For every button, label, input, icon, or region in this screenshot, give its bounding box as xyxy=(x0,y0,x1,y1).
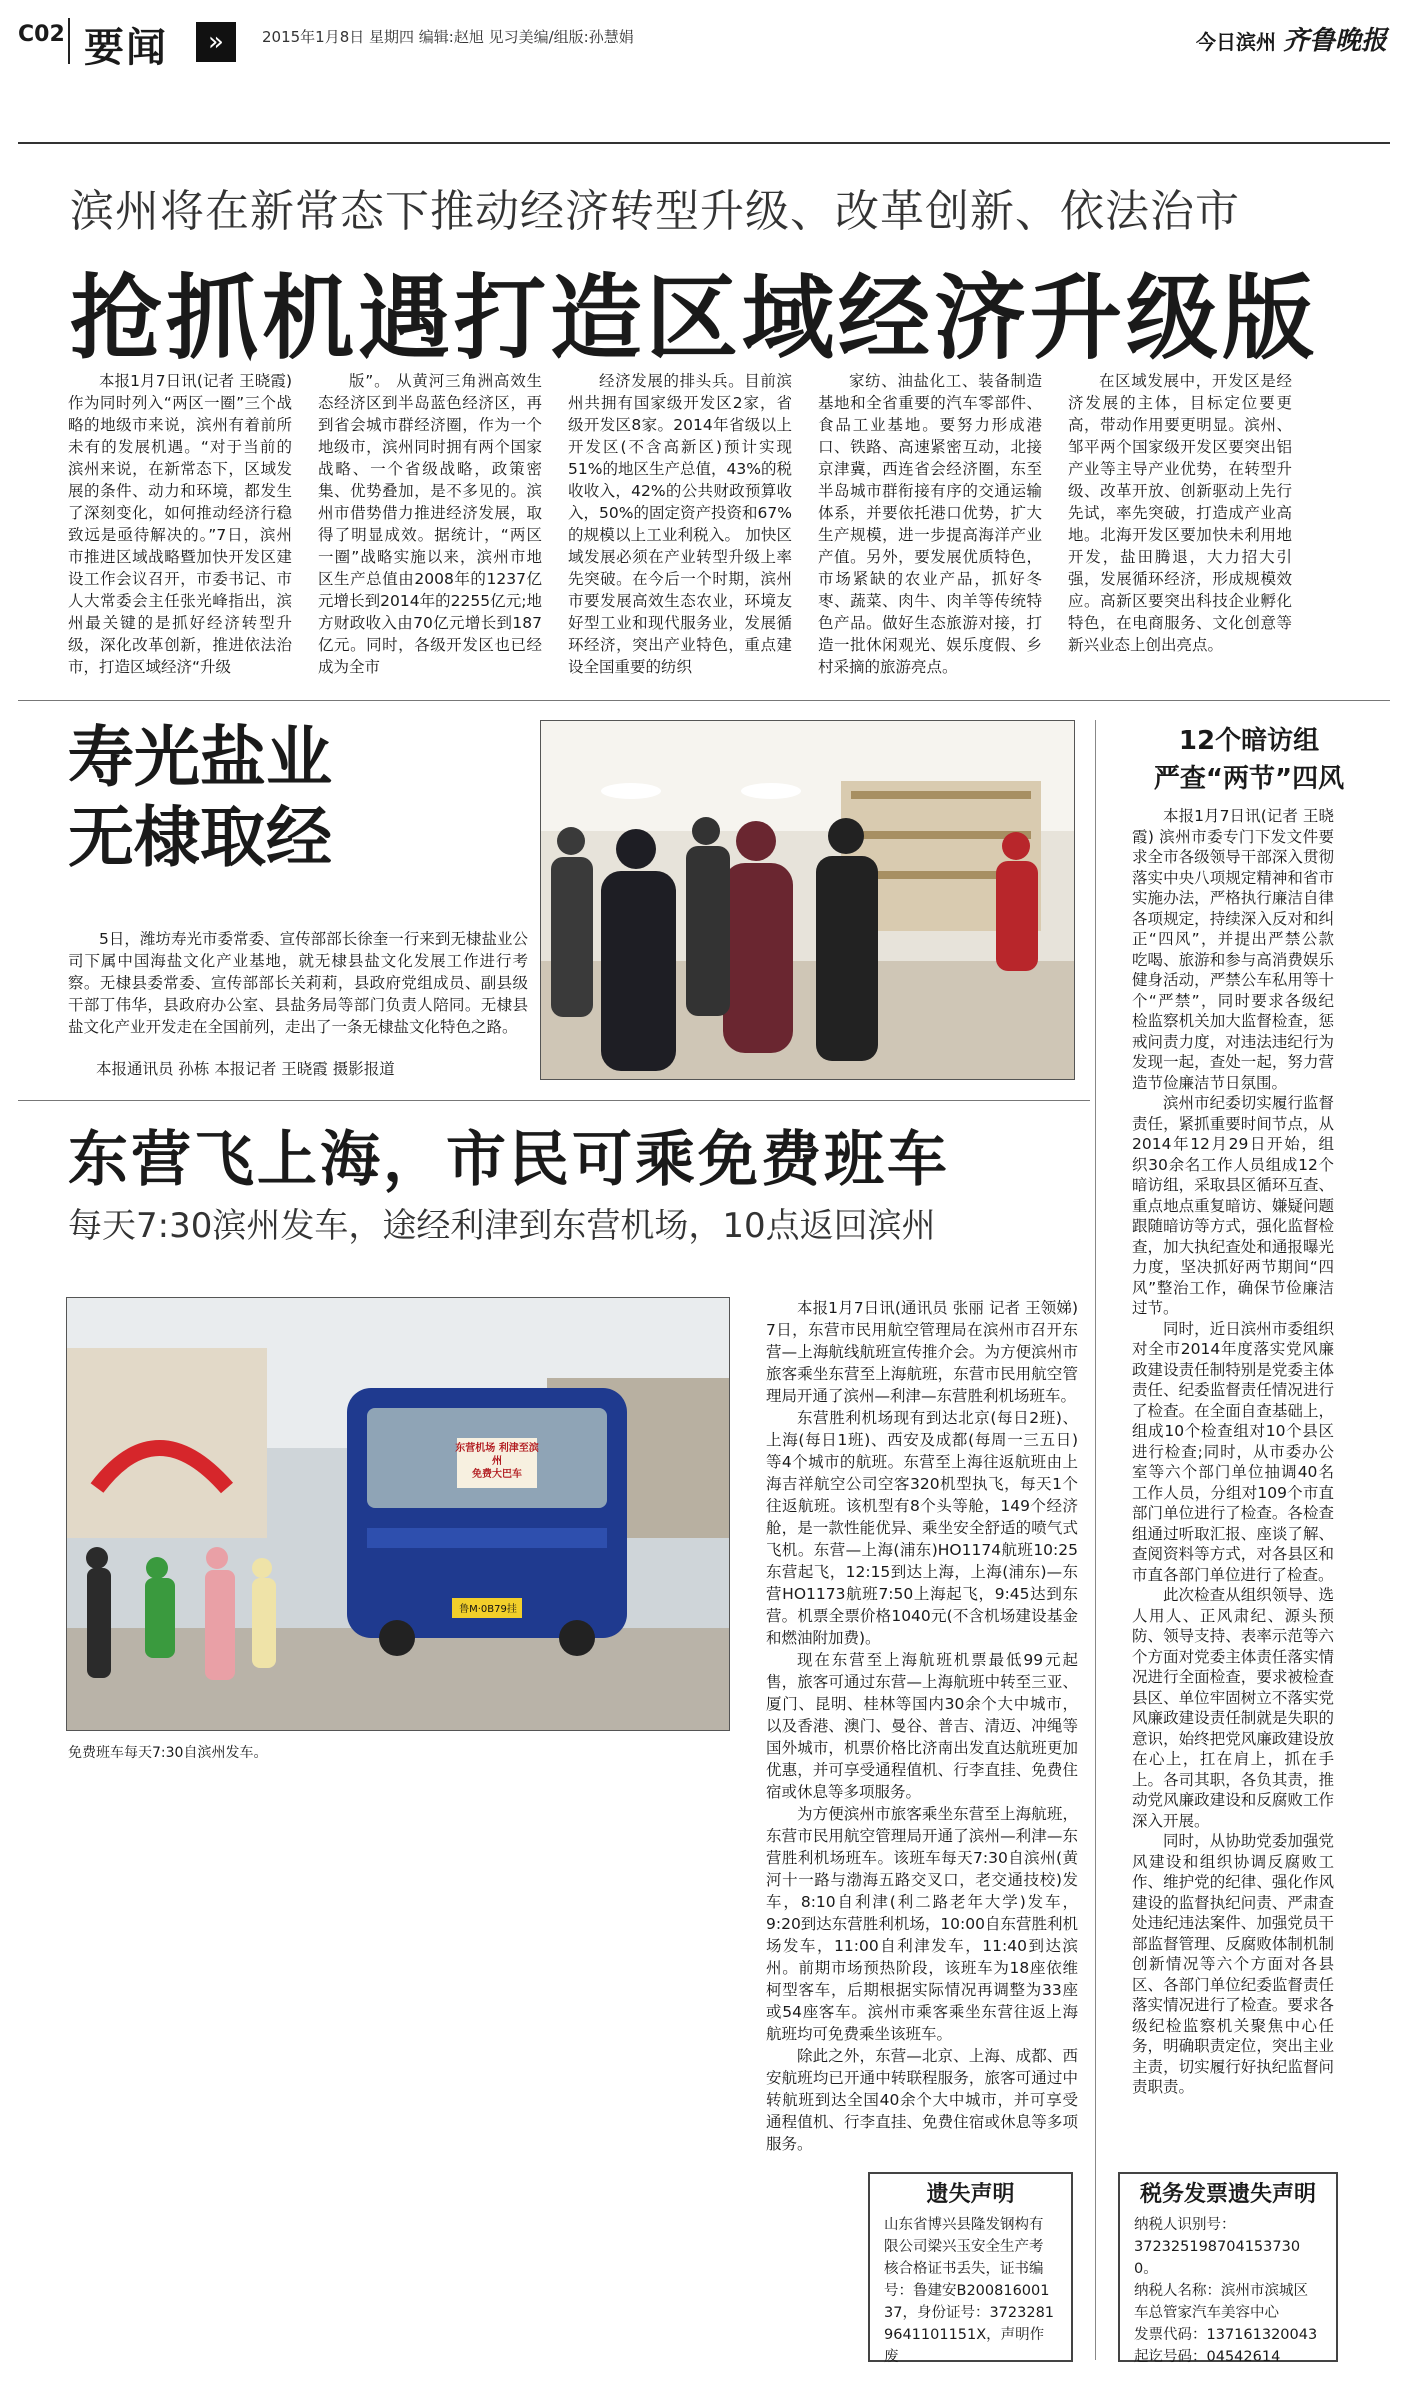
issue-meta: 2015年1月8日 星期四 编辑:赵旭 见习美编/组版:孙慧娟 xyxy=(262,28,634,46)
lead-headline: 抢抓机遇打造区域经济升级版 xyxy=(70,265,1319,372)
lead-paragraph: 家纺、油盐化工、装备制造基地和全省重要的汽车零部件、食品工业基地。要努力形成港口、铁路、高速紧密互动，北接京津冀，西连省会经济圈，东至半岛城市群衔接有序的交通运输体系，并要依托港口优势，扩大生产规模，进一步提高海洋产业产值。另外，要发展优质特色，市场紧缺的农业产品，抓好冬枣、蔬菜、肉牛、肉羊等传统特色产品。做好生态旅游对接，打造一批休闲观光、娱乐度假、乡村采摘的旅游亮点。 xyxy=(818,372,1042,676)
shuttle-paragraph: 现在东营至上海航班机票最低99元起售，旅客可通过东营—上海航班中转至三亚、厦门、昆明、桂林等国内30余个大中城市，以及香港、澳门、曼谷、普吉、清迈、冲绳等国外城市，机票价格比济南出发直达航班更加优惠，并可享受通程值机、行李直挂、免费住宿或休息等多项服务。 xyxy=(766,1651,1078,1801)
lead-column-1 xyxy=(68,370,292,678)
sidebar-title-line-2: 严查“两节”四风 xyxy=(1153,764,1345,794)
bus-sign-line-2: 免费大巴车 xyxy=(472,1469,522,1480)
shuttle-paragraph: 除此之外，东营—北京、上海、成都、西安航班均已开通中转联程服务，旅客可通过中转航班到达全国40余个大中城市，并可享受通程值机、行李直挂、免费住宿或休息等多项服务。 xyxy=(766,2047,1078,2153)
lead-paragraph: 经济发展的排头兵。目前滨州共拥有国家级开发区2家，省级开发区8家。2014年省级以上开发区(不含高新区)预计实现51%的地区生产总值，43%的税收收入，42%的公共财政预算收入，50%的固定资产投资和67%的规模以上工业利税入。 加快区域发展必须在产业转型升级上率先突破。在今后一个时期，滨州市要发展高效生态农业，环境友好型工业和现代服务业，发展循环经济，突出产业特色，重点建设全国重要的纺织 xyxy=(568,372,792,676)
sidebar-paragraph: 同时，近日滨州市委组织对全市2014年度落实党风廉政建设责任制特别是党委主体责任、纪委监督责任情况进行了检查。在全面自查基础上，组成10个检查组对10个县区进行检查;同时，从市委办公室等六个部门单位抽调40名工作人员，分组对109个市直部门单位进行了检查。各检查组通过听取汇报、座谈了解、查阅资料等方式，对各县区和市直各部门单位进行了检查。 xyxy=(1132,1319,1334,1584)
lead-kicker: 滨州将在新常态下推动经济转型升级、改革创新、依法治市 xyxy=(70,186,1240,237)
page-number: C02 xyxy=(18,22,65,47)
tax-notice-line: 372325198704153730​0。 xyxy=(1134,2239,1301,2277)
lead-paragraph: 本报1月7日讯(记者 王晓霞) 作为同时列入“两区一圈”三个战略的地级市来说，滨州有着前所未有的发展机遇。“对于当前的滨州来说，在新常态下，区域发展的条件、动力和环境，都发生了深刻变化，如何推动经济行稳致远是亟待解决的。”7日，滨州市推进区域战略暨加快开发区建设工作会议召开，市委书记、市人大常委会主任张光峰指出，滨州最关键的是抓好经济转型升级，深化改革创新，推进依法治市，打造区域经济“升级 xyxy=(68,372,292,676)
salt-paragraph: 5日，潍坊寿光市委常委、宣传部部长徐奎一行来到无棣盐业公司下属中国海盐文化产业基地，就无棣县盐文化发展工作进行考察。无棣县委常委、宣传部部长关莉莉，县政府党组成员、副县级干部丁伟华，县政府办公室、县盐务局等部门负责人陪同。无棣县盐文化产业开发走在全国前列，走出了一条无棣盐文化特色之路。 xyxy=(68,930,528,1036)
lost-notice-body: 山东省博兴县隆发钢构有限公司梁兴玉安全生产考核合格证书丢失，证书编号：鲁建安B2008160013​7，身份证号：372328196411​01151X，声明作废 xyxy=(884,2217,1055,2365)
shuttle-body xyxy=(766,1297,1078,2155)
section-name: 要闻 xyxy=(84,25,168,71)
tax-notice-line: 纳税人识别号： xyxy=(1134,2217,1236,2233)
shuttle-subhead: 每天7:30滨州发车，途经利津到东营机场，10点返回滨州 xyxy=(68,1206,936,1246)
lead-column-3 xyxy=(568,370,792,678)
bus-photo xyxy=(66,1297,730,1731)
lead-column-5 xyxy=(1068,370,1292,656)
bus-sign xyxy=(453,1442,541,1481)
salt-title-line-2: 无棣取经 xyxy=(68,799,332,876)
section-divider xyxy=(18,700,1390,701)
shuttle-paragraph: 为方便滨州市旅客乘坐东营至上海航班，东营市民用航空管理局开通了滨州—利津—东营胜利机场班车。该班车每天7:30自滨州(黄河十一路与渤海五路交叉口，老交通技校)发车，8:10自利津(利二路老年大学)发车，9:20到达东营胜利机场，10:00自东营胜利机场发车，11:00自利津发车，11:40到达滨州。前期市场预热阶段，该班车为18座依维柯型客车，后期根据实际情况再调整为33座或54座客车。滨州市乘客乘坐东营往返上海航班均可免费乘坐该班车。 xyxy=(766,1805,1078,2043)
lead-column-2 xyxy=(318,370,542,678)
paper-logo: 齐鲁晚报 xyxy=(1282,26,1387,56)
lead-column-4 xyxy=(818,370,1042,678)
sidebar-paragraph: 滨州市纪委切实履行监督责任，紧抓重要时间节点，从2014年12月29日开始，组织30余名工作人员组成12个暗访组，采取县区循环互查、重点地点重复暗访、嫌疑问题跟随暗访等方式，强化监督检查，加大执纪查处和通报曝光力度，坚决抓好两节期间“四风”整治工作，确保节俭廉洁过节。 xyxy=(1132,1094,1334,1317)
salt-photo xyxy=(540,720,1075,1080)
bus-plate: 鲁M·0B79挂 xyxy=(459,1604,517,1615)
shuttle-paragraph: 东营胜利机场现有到达北京(每日2班)、上海(每日1班)、西安及成都(每周一三五日)等4个城市的航班。东营至上海往返航班由上海吉祥航空公司空客320机型执飞，每天1个往返航班。该机型有8个头等舱，149个经济舱，是一款性能优异、乘坐安全舒适的喷气式飞机。东营—上海(浦东)HO1174航班10:25东营起飞，12:15到达上海，上海(浦东)—东营HO1173航班7:50上海起飞，9:45达到东营。机票全票价格1040元(不含机场建设基金和燃油附加费)。 xyxy=(766,1409,1078,1647)
lead-paragraph: 在区域发展中，开发区是经济发展的主体，目标定位要更高，带动作用要更明显。滨州、邹平两个国家级开发区要突出铝产业等主导产业优势，在转型升级、改革开放、创新驱动上先行先试，率先突破，打造成产业高地。北海开发区要加快未利用地开发，盐田腾退，大力招大引强，发展循环经济，形成规模效应。高新区要突出科技企业孵化特色，在电商服务、文化创意等新兴业态上创出亮点。 xyxy=(1068,372,1292,654)
bus-sign-line-1: 东营机场 利津至滨州 xyxy=(455,1443,539,1467)
tax-notice-title: 税务发票遗失声明 xyxy=(1139,2182,1316,2207)
tax-notice-line: 纳税人名称：滨州市滨城区车总管家汽车美容中心 xyxy=(1134,2283,1308,2321)
salt-title xyxy=(68,718,332,878)
sidebar-paragraph: 此次检查从组织领导、选人用人、正风肃纪、源头预防、领导支持、表率示范等六个方面对党委主体责任落实情况进行全面检查，要求被检查县区、单位牢固树立不落实党风廉政建设责任制就是失职的意识，始终把党风廉政建设放在心上，扛在肩上，抓在手上。各司其职，各负其责，推动党风廉政建设和反腐败工作深入开展。 xyxy=(1132,1586,1334,1830)
sidebar-body xyxy=(1132,806,1334,2098)
double-arrow-icon: » xyxy=(196,22,236,62)
shuttle-headline: 东营飞上海，市民可乘免费班车 xyxy=(68,1125,950,1195)
lost-notice-title: 遗失声明 xyxy=(926,2182,1015,2207)
shuttle-paragraph: 本报1月7日讯(通讯员 张丽 记者 王领娣) 7日，东营市民用航空管理局在滨州市召开东营—上海航线航班宣传推介会。为方便滨州市旅客乘坐东营至上海航班，东营市民用航空管理局开通了滨州—利津—东营胜利机场班车。 xyxy=(766,1299,1078,1405)
salt-body xyxy=(68,928,528,1038)
lost-notice-box xyxy=(868,2172,1073,2365)
sidebar-title xyxy=(1106,722,1392,798)
lead-paragraph: 版”。 从黄河三角洲高效生态经济区到半岛蓝色经济区，再到省会城市群经济圈，作为一个地级市，滨州同时拥有两个国家战略、一个省级战略，政策密集、优势叠加，是不多见的。滨州市借势借力推进经济发展，取得了明显成效。据统计，“两区一圈”战略实施以来，滨州市地区生产总值由2008年的1237亿元增长到2014年的2255亿元;地方财政收入由70亿元增长到187亿元。同时，各级开发区也已经成为全市 xyxy=(318,372,542,676)
sidebar-rule xyxy=(1095,720,1096,2360)
salt-credit: 本报通讯员 孙栋 本报记者 王晓霞 摄影报道 xyxy=(96,1060,395,1078)
sidebar-paragraph: 本报1月7日讯(记者 王晓霞) 滨州市委专门下发文件要求全市各级领导干部深入贯彻落实中央八项规定精神和省市实施办法，严格执行廉洁自律各项规定，持续深入反对和纠正“四风”，并提出严禁公款吃喝、旅游和参与高消费娱乐健身活动，严禁公车私用等十个“严禁”，同时要求各级纪检监察机关加大监督检查，惩戒问责力度，对违法违纪行为发现一起，查处一起，努力营造节俭廉洁节日氛围。 xyxy=(1132,807,1334,1092)
header-divider xyxy=(68,18,70,64)
paper-masthead xyxy=(1196,20,1387,57)
section-divider xyxy=(18,1100,1090,1101)
sidebar-paragraph: 同时，从协助党委加强党风建设和组织协调反腐败工作、维护党的纪律、强化作风建设的监督执纪问责、严肃查处违纪违法案件、加强党员干部监督管理、反腐败体制机制创新情况等六个方面对各县区、各部门单位纪委监督责任落实情况进行了检查。要求各级纪检监察机关聚焦中心任务，明确职责定位，突出主业主责，切实履行好执纪监督问责职责。 xyxy=(1132,1832,1334,2096)
tax-notice-box xyxy=(1118,2172,1338,2365)
paper-prefix: 今日滨州 xyxy=(1196,30,1277,54)
tax-notice-line: 发票代码：137161320043 xyxy=(1134,2327,1318,2343)
tax-notice-line: 起讫号码：04542614 xyxy=(1134,2349,1281,2365)
salt-title-line-1: 寿光盐业 xyxy=(68,719,332,796)
header-rule xyxy=(18,142,1390,144)
bus-photo-caption: 免费班车每天7:30自滨州发车。 xyxy=(68,1745,268,1761)
sidebar-title-line-1: 12个暗访组 xyxy=(1178,726,1320,756)
